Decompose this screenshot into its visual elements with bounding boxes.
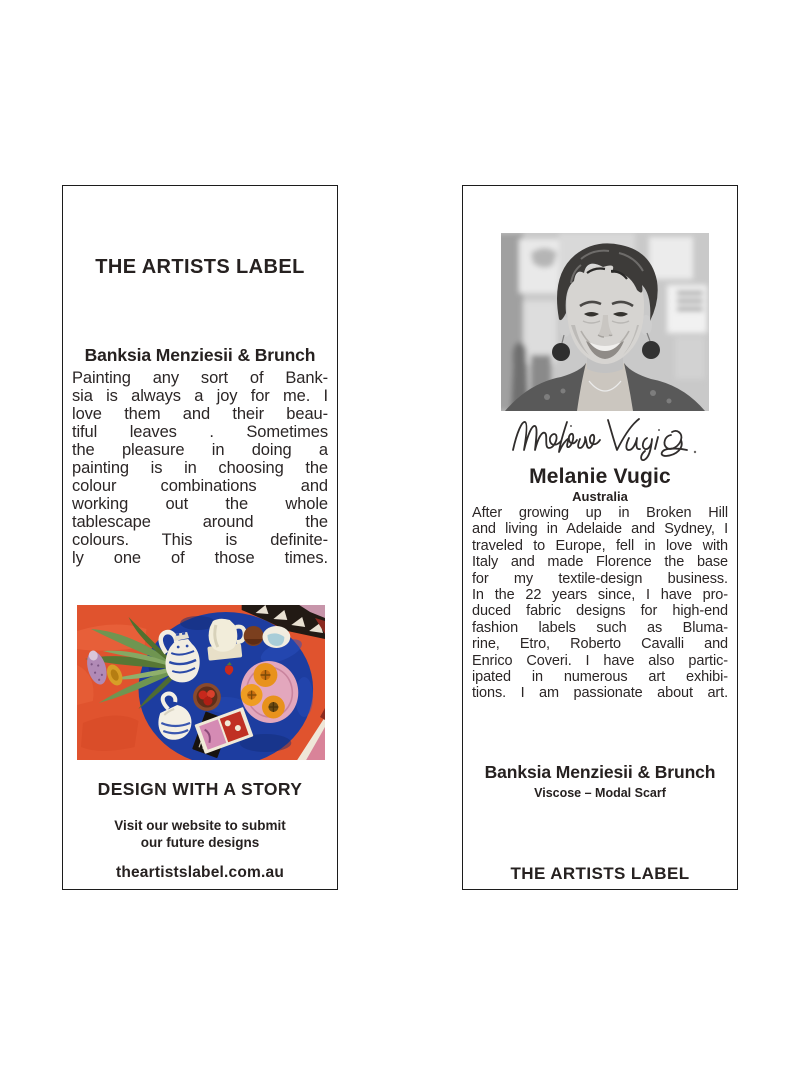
website-url: theartistslabel.com.au: [115, 864, 285, 881]
story-line: love them and their beau-: [72, 405, 328, 423]
story-line: sia is always a joy for me. I: [72, 387, 328, 405]
bio-line: In the 22 years since, I have pro-: [472, 587, 728, 604]
left-hang-tag: [62, 185, 338, 890]
bio-line: tions. I am passionate about art.: [472, 685, 728, 702]
product-title: Banksia Menziesii & Brunch: [84, 345, 316, 365]
story-line: ly one of those times.: [72, 549, 328, 567]
artist-bio: [472, 505, 728, 702]
product-material: Viscose – Modal Scarf: [534, 786, 666, 800]
story-line: the pleasure in doing a: [72, 441, 328, 459]
story-line: tablescape around the: [72, 513, 328, 531]
bio-line: fashion labels such as Bluma-: [472, 619, 728, 636]
brand-title: THE ARTISTS LABEL: [95, 256, 305, 278]
artist-signature: [505, 412, 701, 462]
brand-title: THE ARTISTS LABEL: [510, 864, 690, 883]
bio-line: After growing up in Broken Hill: [472, 505, 728, 521]
cta-line: Visit our website to submit: [114, 818, 286, 833]
artist-name: Melanie Vugic: [529, 465, 671, 488]
bio-line: Enrico Coveri. I have also partic-: [472, 652, 728, 669]
signature-graphic: [505, 412, 701, 462]
story-line: painting is in choosing the: [72, 459, 328, 477]
artist-story: [72, 369, 328, 567]
product-title: Banksia Menziesii & Brunch: [484, 762, 716, 782]
story-line: Painting any sort of Bank-: [72, 369, 328, 387]
bio-line: traveled to Europe, fell in love with: [472, 537, 728, 554]
story-line: colour combinations and: [72, 477, 328, 495]
bio-line: duced fabric designs for high-end: [472, 603, 728, 620]
bio-line: rine, Etro, Roberto Cavalli and: [472, 636, 728, 653]
story-line: colours. This is definite-: [72, 531, 328, 549]
bio-line: and living in Adelaide and Sydney, I: [472, 521, 728, 538]
design-tagline: DESIGN WITH A STORY: [97, 779, 303, 799]
story-line: tiful leaves . Sometimes: [72, 423, 328, 441]
bio-line: ipated in numerous art exhibi-: [472, 669, 728, 686]
painting-graphic: [77, 605, 325, 760]
story-line: working out the whole: [72, 495, 328, 513]
banksia-brunch-painting: [77, 605, 325, 760]
bio-line: for my textile-design business.: [472, 570, 728, 587]
signature-dot: [694, 451, 696, 453]
right-hang-tag: [462, 185, 738, 890]
artist-portrait-photo: [501, 233, 709, 411]
website-cta: [63, 817, 337, 851]
cta-line: our future designs: [140, 835, 260, 850]
portrait-graphic: [501, 233, 709, 411]
artist-country: Australia: [572, 489, 628, 504]
bio-line: Italy and made Florence the base: [472, 554, 728, 571]
